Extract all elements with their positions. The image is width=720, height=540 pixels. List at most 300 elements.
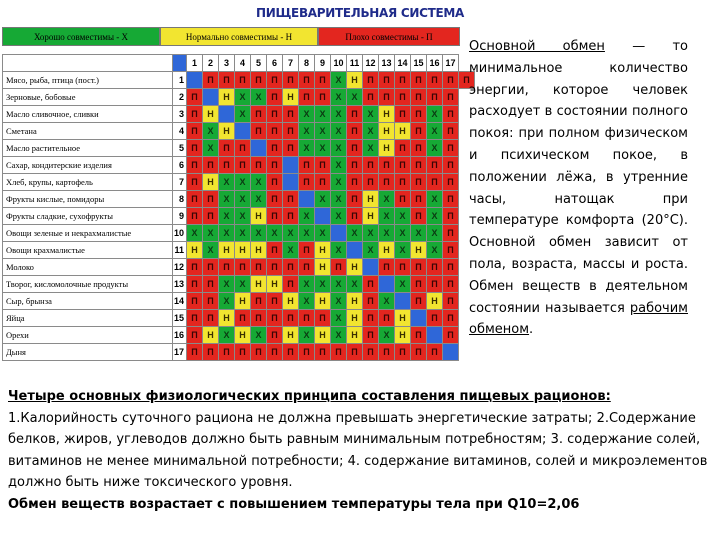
compat-cell: Х — [299, 293, 315, 310]
compat-cell: П — [347, 208, 363, 225]
column-header: 16 — [427, 55, 443, 72]
compat-cell: П — [427, 276, 443, 293]
compat-cell: Н — [347, 293, 363, 310]
compat-cell: Х — [251, 327, 267, 344]
compat-cell: П — [299, 174, 315, 191]
compat-cell: Н — [315, 242, 331, 259]
food-name: Сахар, кондитерские изделия — [3, 157, 173, 174]
table-row — [3, 89, 475, 106]
compat-cell: Х — [427, 140, 443, 157]
compat-cell: Х — [363, 225, 379, 242]
compat-cell: Х — [235, 191, 251, 208]
compat-cell: П — [379, 259, 395, 276]
compat-cell: Х — [331, 191, 347, 208]
compat-cell: П — [395, 344, 411, 361]
compat-cell: П — [395, 106, 411, 123]
compat-cell: Х — [299, 106, 315, 123]
food-name: Творог, кисломолочные продукты — [3, 276, 173, 293]
compat-cell: Н — [219, 123, 235, 140]
compat-cell: П — [347, 140, 363, 157]
self-cell — [443, 344, 459, 361]
table-row — [3, 310, 475, 327]
compat-cell: П — [267, 259, 283, 276]
compat-cell: П — [267, 344, 283, 361]
food-number: 3 — [173, 106, 187, 123]
compat-cell: П — [443, 106, 459, 123]
compat-cell: Х — [299, 123, 315, 140]
column-header: 10 — [331, 55, 347, 72]
compat-cell: П — [219, 140, 235, 157]
self-cell — [315, 208, 331, 225]
compat-cell: П — [235, 344, 251, 361]
compat-cell: П — [187, 259, 203, 276]
food-name: Масло растительное — [3, 140, 173, 157]
table-row — [3, 242, 475, 259]
compat-cell: Х — [299, 276, 315, 293]
compat-cell: П — [299, 89, 315, 106]
compat-cell: Х — [347, 276, 363, 293]
compat-cell: Н — [283, 327, 299, 344]
compat-cell: Х — [251, 191, 267, 208]
food-name: Хлеб, крупы, картофель — [3, 174, 173, 191]
compat-cell: Х — [331, 72, 347, 89]
food-name: Овощи крахмалистые — [3, 242, 173, 259]
compat-cell: П — [443, 276, 459, 293]
table-row — [3, 106, 475, 123]
compat-cell: Х — [283, 225, 299, 242]
compat-cell: П — [443, 327, 459, 344]
compat-cell: П — [443, 293, 459, 310]
self-cell — [219, 106, 235, 123]
compat-cell: Х — [395, 208, 411, 225]
compat-cell: П — [443, 157, 459, 174]
column-header: 1 — [187, 55, 203, 72]
compat-cell: Х — [427, 191, 443, 208]
compat-cell: П — [219, 157, 235, 174]
food-number: 5 — [173, 140, 187, 157]
compat-cell: П — [363, 310, 379, 327]
compat-cell: Х — [395, 276, 411, 293]
compat-cell: Н — [379, 242, 395, 259]
table-row — [3, 174, 475, 191]
self-cell — [187, 72, 203, 89]
compat-cell: П — [203, 310, 219, 327]
compat-cell: П — [443, 140, 459, 157]
compat-cell: П — [283, 123, 299, 140]
compat-cell: П — [315, 89, 331, 106]
compat-cell: Х — [299, 327, 315, 344]
compat-cell: П — [187, 208, 203, 225]
compat-cell: П — [427, 310, 443, 327]
compat-cell: П — [203, 208, 219, 225]
compat-cell: П — [283, 259, 299, 276]
table-row — [3, 123, 475, 140]
compat-cell: П — [347, 123, 363, 140]
compat-cell: П — [283, 310, 299, 327]
self-cell — [331, 225, 347, 242]
food-number: 10 — [173, 225, 187, 242]
compat-cell: П — [379, 174, 395, 191]
column-header: 4 — [235, 55, 251, 72]
compat-cell: Х — [315, 140, 331, 157]
compat-cell: П — [411, 276, 427, 293]
self-cell — [251, 140, 267, 157]
compat-cell: П — [187, 293, 203, 310]
compat-cell: П — [267, 174, 283, 191]
compat-cell: Н — [283, 89, 299, 106]
compat-cell: П — [443, 310, 459, 327]
compat-cell: П — [251, 72, 267, 89]
compat-cell: П — [411, 106, 427, 123]
compat-cell: П — [187, 157, 203, 174]
compat-cell: Н — [251, 208, 267, 225]
column-header: 14 — [395, 55, 411, 72]
compat-cell: П — [347, 157, 363, 174]
table-row — [3, 276, 475, 293]
column-header: 7 — [283, 55, 299, 72]
compat-cell: П — [315, 310, 331, 327]
compat-cell: П — [203, 276, 219, 293]
food-number: 15 — [173, 310, 187, 327]
compat-cell: Н — [427, 293, 443, 310]
compat-cell: Н — [347, 327, 363, 344]
compat-cell: П — [443, 123, 459, 140]
compat-cell: П — [315, 72, 331, 89]
column-header: 9 — [315, 55, 331, 72]
compat-cell: Н — [411, 242, 427, 259]
compat-cell: Х — [299, 225, 315, 242]
compat-cell: П — [187, 327, 203, 344]
compat-cell: Н — [363, 208, 379, 225]
compat-cell: Х — [331, 208, 347, 225]
compat-cell: П — [219, 259, 235, 276]
compat-cell: П — [331, 344, 347, 361]
compat-cell: П — [315, 157, 331, 174]
compat-cell: Х — [203, 225, 219, 242]
compat-cell: П — [203, 293, 219, 310]
compat-cell: Н — [315, 259, 331, 276]
compat-cell: П — [187, 310, 203, 327]
compat-cell: П — [395, 174, 411, 191]
compat-cell: П — [235, 259, 251, 276]
compat-cell: П — [347, 344, 363, 361]
compat-cell: Н — [363, 191, 379, 208]
self-cell — [395, 293, 411, 310]
food-number: 16 — [173, 327, 187, 344]
compat-cell: П — [187, 106, 203, 123]
compat-cell: П — [267, 191, 283, 208]
compat-cell: Х — [315, 276, 331, 293]
definition-term2: рабочим обменом — [469, 300, 688, 338]
compat-cell: Н — [235, 293, 251, 310]
compat-cell: П — [395, 89, 411, 106]
compat-cell: Х — [331, 174, 347, 191]
compat-cell: П — [379, 72, 395, 89]
compat-cell: П — [395, 140, 411, 157]
compat-cell: Н — [283, 293, 299, 310]
compat-cell: П — [363, 72, 379, 89]
compat-cell: П — [283, 191, 299, 208]
compat-cell: Х — [251, 89, 267, 106]
compat-cell: Х — [203, 123, 219, 140]
food-number: 9 — [173, 208, 187, 225]
compat-cell: Х — [219, 276, 235, 293]
compat-cell: П — [427, 344, 443, 361]
food-number: 1 — [173, 72, 187, 89]
compat-cell: П — [443, 225, 459, 242]
food-name: Зерновые, бобовые — [3, 89, 173, 106]
compat-cell: Х — [251, 225, 267, 242]
food-name: Яйца — [3, 310, 173, 327]
food-number: 6 — [173, 157, 187, 174]
compat-cell: Н — [395, 327, 411, 344]
compat-cell: Н — [219, 89, 235, 106]
compat-cell: Х — [379, 191, 395, 208]
header-row — [3, 55, 475, 72]
compat-cell: П — [363, 174, 379, 191]
compat-cell: П — [363, 344, 379, 361]
compat-cell: Х — [299, 140, 315, 157]
compat-cell: П — [251, 344, 267, 361]
compat-cell: Н — [379, 140, 395, 157]
compat-cell: П — [203, 157, 219, 174]
compat-cell: Х — [379, 327, 395, 344]
self-cell — [379, 276, 395, 293]
compat-cell: П — [427, 89, 443, 106]
compat-cell: П — [331, 259, 347, 276]
compat-cell: Н — [219, 242, 235, 259]
legend-good: Хорошо совместимы - Х — [2, 27, 160, 46]
compat-cell: П — [283, 344, 299, 361]
compat-cell: П — [443, 191, 459, 208]
compat-cell: Н — [203, 106, 219, 123]
compat-cell: П — [347, 174, 363, 191]
compat-cell: П — [251, 259, 267, 276]
compat-cell: П — [411, 140, 427, 157]
compat-cell: П — [251, 106, 267, 123]
principles-text: 1.Калорийность суточного рациона не должна превышать энергетические затраты; 2.Содержание белков, жиров, углеводов должно быть равным минимальным потребностям; 3. содержание солей, витаминов не менее минимальной потребности; 4. содержание витаминов, солей и микроэлементов должно быть ниже токсического уровня. — [8, 410, 708, 491]
compat-cell: Х — [331, 242, 347, 259]
compat-cell: Н — [379, 106, 395, 123]
compat-cell: Х — [379, 208, 395, 225]
compat-cell: П — [315, 174, 331, 191]
compat-cell: П — [187, 89, 203, 106]
column-header: 3 — [219, 55, 235, 72]
compat-cell: Х — [203, 140, 219, 157]
compat-cell: Н — [267, 276, 283, 293]
compat-cell: Х — [427, 225, 443, 242]
compat-cell: П — [235, 157, 251, 174]
compat-cell: Х — [427, 242, 443, 259]
compat-cell: Н — [251, 276, 267, 293]
compat-cell: Х — [363, 123, 379, 140]
column-header: 15 — [411, 55, 427, 72]
compat-cell: П — [267, 310, 283, 327]
compat-cell: П — [267, 208, 283, 225]
compat-cell: Х — [219, 208, 235, 225]
food-name: Масло сливочное, сливки — [3, 106, 173, 123]
compat-cell: П — [219, 72, 235, 89]
definition-end: . — [529, 322, 534, 338]
compat-cell: П — [283, 276, 299, 293]
compat-cell: П — [395, 157, 411, 174]
self-cell — [283, 174, 299, 191]
compat-cell: Х — [235, 208, 251, 225]
compat-cell: П — [411, 344, 427, 361]
compat-cell: П — [379, 157, 395, 174]
compat-cell: П — [411, 157, 427, 174]
table-row — [3, 208, 475, 225]
compat-cell: П — [411, 174, 427, 191]
compat-cell: П — [443, 259, 459, 276]
compatibility-table — [2, 27, 475, 361]
compat-cell: Х — [331, 293, 347, 310]
compat-cell: П — [411, 72, 427, 89]
compat-cell: Н — [187, 242, 203, 259]
compat-cell: П — [443, 72, 459, 89]
compat-cell: Х — [315, 106, 331, 123]
principles-heading: Четыре основных физиологических принципа составления пищевых рационов: — [8, 389, 611, 404]
compat-cell: П — [363, 276, 379, 293]
food-number: 13 — [173, 276, 187, 293]
food-number: 11 — [173, 242, 187, 259]
compat-cell: Х — [315, 225, 331, 242]
compat-cell: П — [443, 242, 459, 259]
compat-cell: П — [443, 174, 459, 191]
compat-cell: П — [283, 106, 299, 123]
compat-cell: П — [267, 327, 283, 344]
compat-cell: П — [395, 191, 411, 208]
column-header: 13 — [379, 55, 395, 72]
compat-cell: П — [411, 191, 427, 208]
compat-cell: Х — [187, 225, 203, 242]
compat-cell: П — [395, 72, 411, 89]
compat-cell: Н — [315, 327, 331, 344]
self-cell — [235, 123, 251, 140]
compat-cell: Х — [347, 225, 363, 242]
definition-body: — то минимальное количество энергии, которое человек расходует в состоянии полного покоя: при полном физическом и психическом покое, в положении лёжа, в утренние часы, натощак при температуре комфорта (20°С). Основной обмен зависит от пола, возраста, массы и роста. Обмен веществ в деятельном состоянии называется — [469, 39, 688, 316]
self-cell — [299, 191, 315, 208]
compat-cell: П — [283, 140, 299, 157]
table-row — [3, 259, 475, 276]
compat-cell: Н — [203, 174, 219, 191]
compat-cell: П — [203, 72, 219, 89]
compat-cell: П — [251, 310, 267, 327]
compat-cell: П — [299, 259, 315, 276]
compat-cell: П — [235, 72, 251, 89]
self-cell — [203, 89, 219, 106]
principles-block — [8, 386, 708, 516]
compat-cell: П — [411, 123, 427, 140]
column-header: 6 — [267, 55, 283, 72]
compat-cell: Х — [331, 310, 347, 327]
column-header: 17 — [443, 55, 459, 72]
compat-cell: Х — [235, 276, 251, 293]
food-name: Фрукты сладкие, сухофрукты — [3, 208, 173, 225]
compat-cell: Х — [219, 225, 235, 242]
compat-cell: Х — [299, 208, 315, 225]
compat-cell: Х — [395, 225, 411, 242]
compat-cell: Х — [203, 242, 219, 259]
self-cell — [283, 157, 299, 174]
column-header: 2 — [203, 55, 219, 72]
food-name: Молоко — [3, 259, 173, 276]
food-name: Орехи — [3, 327, 173, 344]
column-header: 8 — [299, 55, 315, 72]
compat-cell: П — [235, 310, 251, 327]
compat-cell: П — [363, 89, 379, 106]
compat-cell: П — [203, 344, 219, 361]
compat-cell: Х — [331, 106, 347, 123]
compat-cell: П — [299, 344, 315, 361]
food-name: Фрукты кислые, помидоры — [3, 191, 173, 208]
compat-cell: Х — [315, 123, 331, 140]
compat-cell: Н — [315, 293, 331, 310]
definition-term: Основной обмен — [469, 39, 605, 54]
column-header: 12 — [363, 55, 379, 72]
compat-cell: П — [363, 293, 379, 310]
compat-cell: Н — [379, 123, 395, 140]
compat-cell: П — [187, 276, 203, 293]
compat-cell: П — [267, 140, 283, 157]
compat-cell: П — [379, 310, 395, 327]
compat-cell: Н — [203, 327, 219, 344]
compat-cell: П — [363, 327, 379, 344]
food-number: 12 — [173, 259, 187, 276]
compat-cell: П — [427, 157, 443, 174]
compat-cell: Н — [395, 123, 411, 140]
compat-cell: Х — [411, 225, 427, 242]
compat-cell: Х — [219, 174, 235, 191]
compat-cell: Х — [331, 276, 347, 293]
compat-cell: Х — [427, 106, 443, 123]
food-name: Сыр, брынза — [3, 293, 173, 310]
compat-cell: Х — [379, 293, 395, 310]
self-cell — [363, 259, 379, 276]
legend-normal: Нормально совместимы - Н — [160, 27, 318, 46]
compat-cell: П — [411, 208, 427, 225]
compat-cell: П — [187, 140, 203, 157]
table-row — [3, 225, 475, 242]
food-number: 2 — [173, 89, 187, 106]
compat-cell: Х — [235, 174, 251, 191]
compat-cell: П — [267, 157, 283, 174]
compat-cell: Н — [395, 310, 411, 327]
table-row — [3, 344, 475, 361]
compat-cell: П — [411, 259, 427, 276]
compat-cell: Х — [363, 106, 379, 123]
compat-cell: П — [267, 106, 283, 123]
compat-cell: П — [299, 72, 315, 89]
compat-cell: П — [411, 327, 427, 344]
compat-cell: П — [363, 157, 379, 174]
food-number: 14 — [173, 293, 187, 310]
compat-cell: Х — [427, 123, 443, 140]
compat-cell: П — [299, 310, 315, 327]
compat-cell: П — [187, 174, 203, 191]
compat-cell: П — [443, 208, 459, 225]
legend-bad: Плохо совместимы - П — [318, 27, 460, 46]
column-header: 11 — [347, 55, 363, 72]
compat-cell: Н — [347, 310, 363, 327]
compat-cell: П — [267, 72, 283, 89]
compat-cell: П — [267, 293, 283, 310]
compat-cell: Х — [251, 174, 267, 191]
header-blank — [3, 55, 173, 72]
compat-cell: П — [299, 242, 315, 259]
compat-cell: П — [411, 293, 427, 310]
legend — [2, 27, 460, 46]
